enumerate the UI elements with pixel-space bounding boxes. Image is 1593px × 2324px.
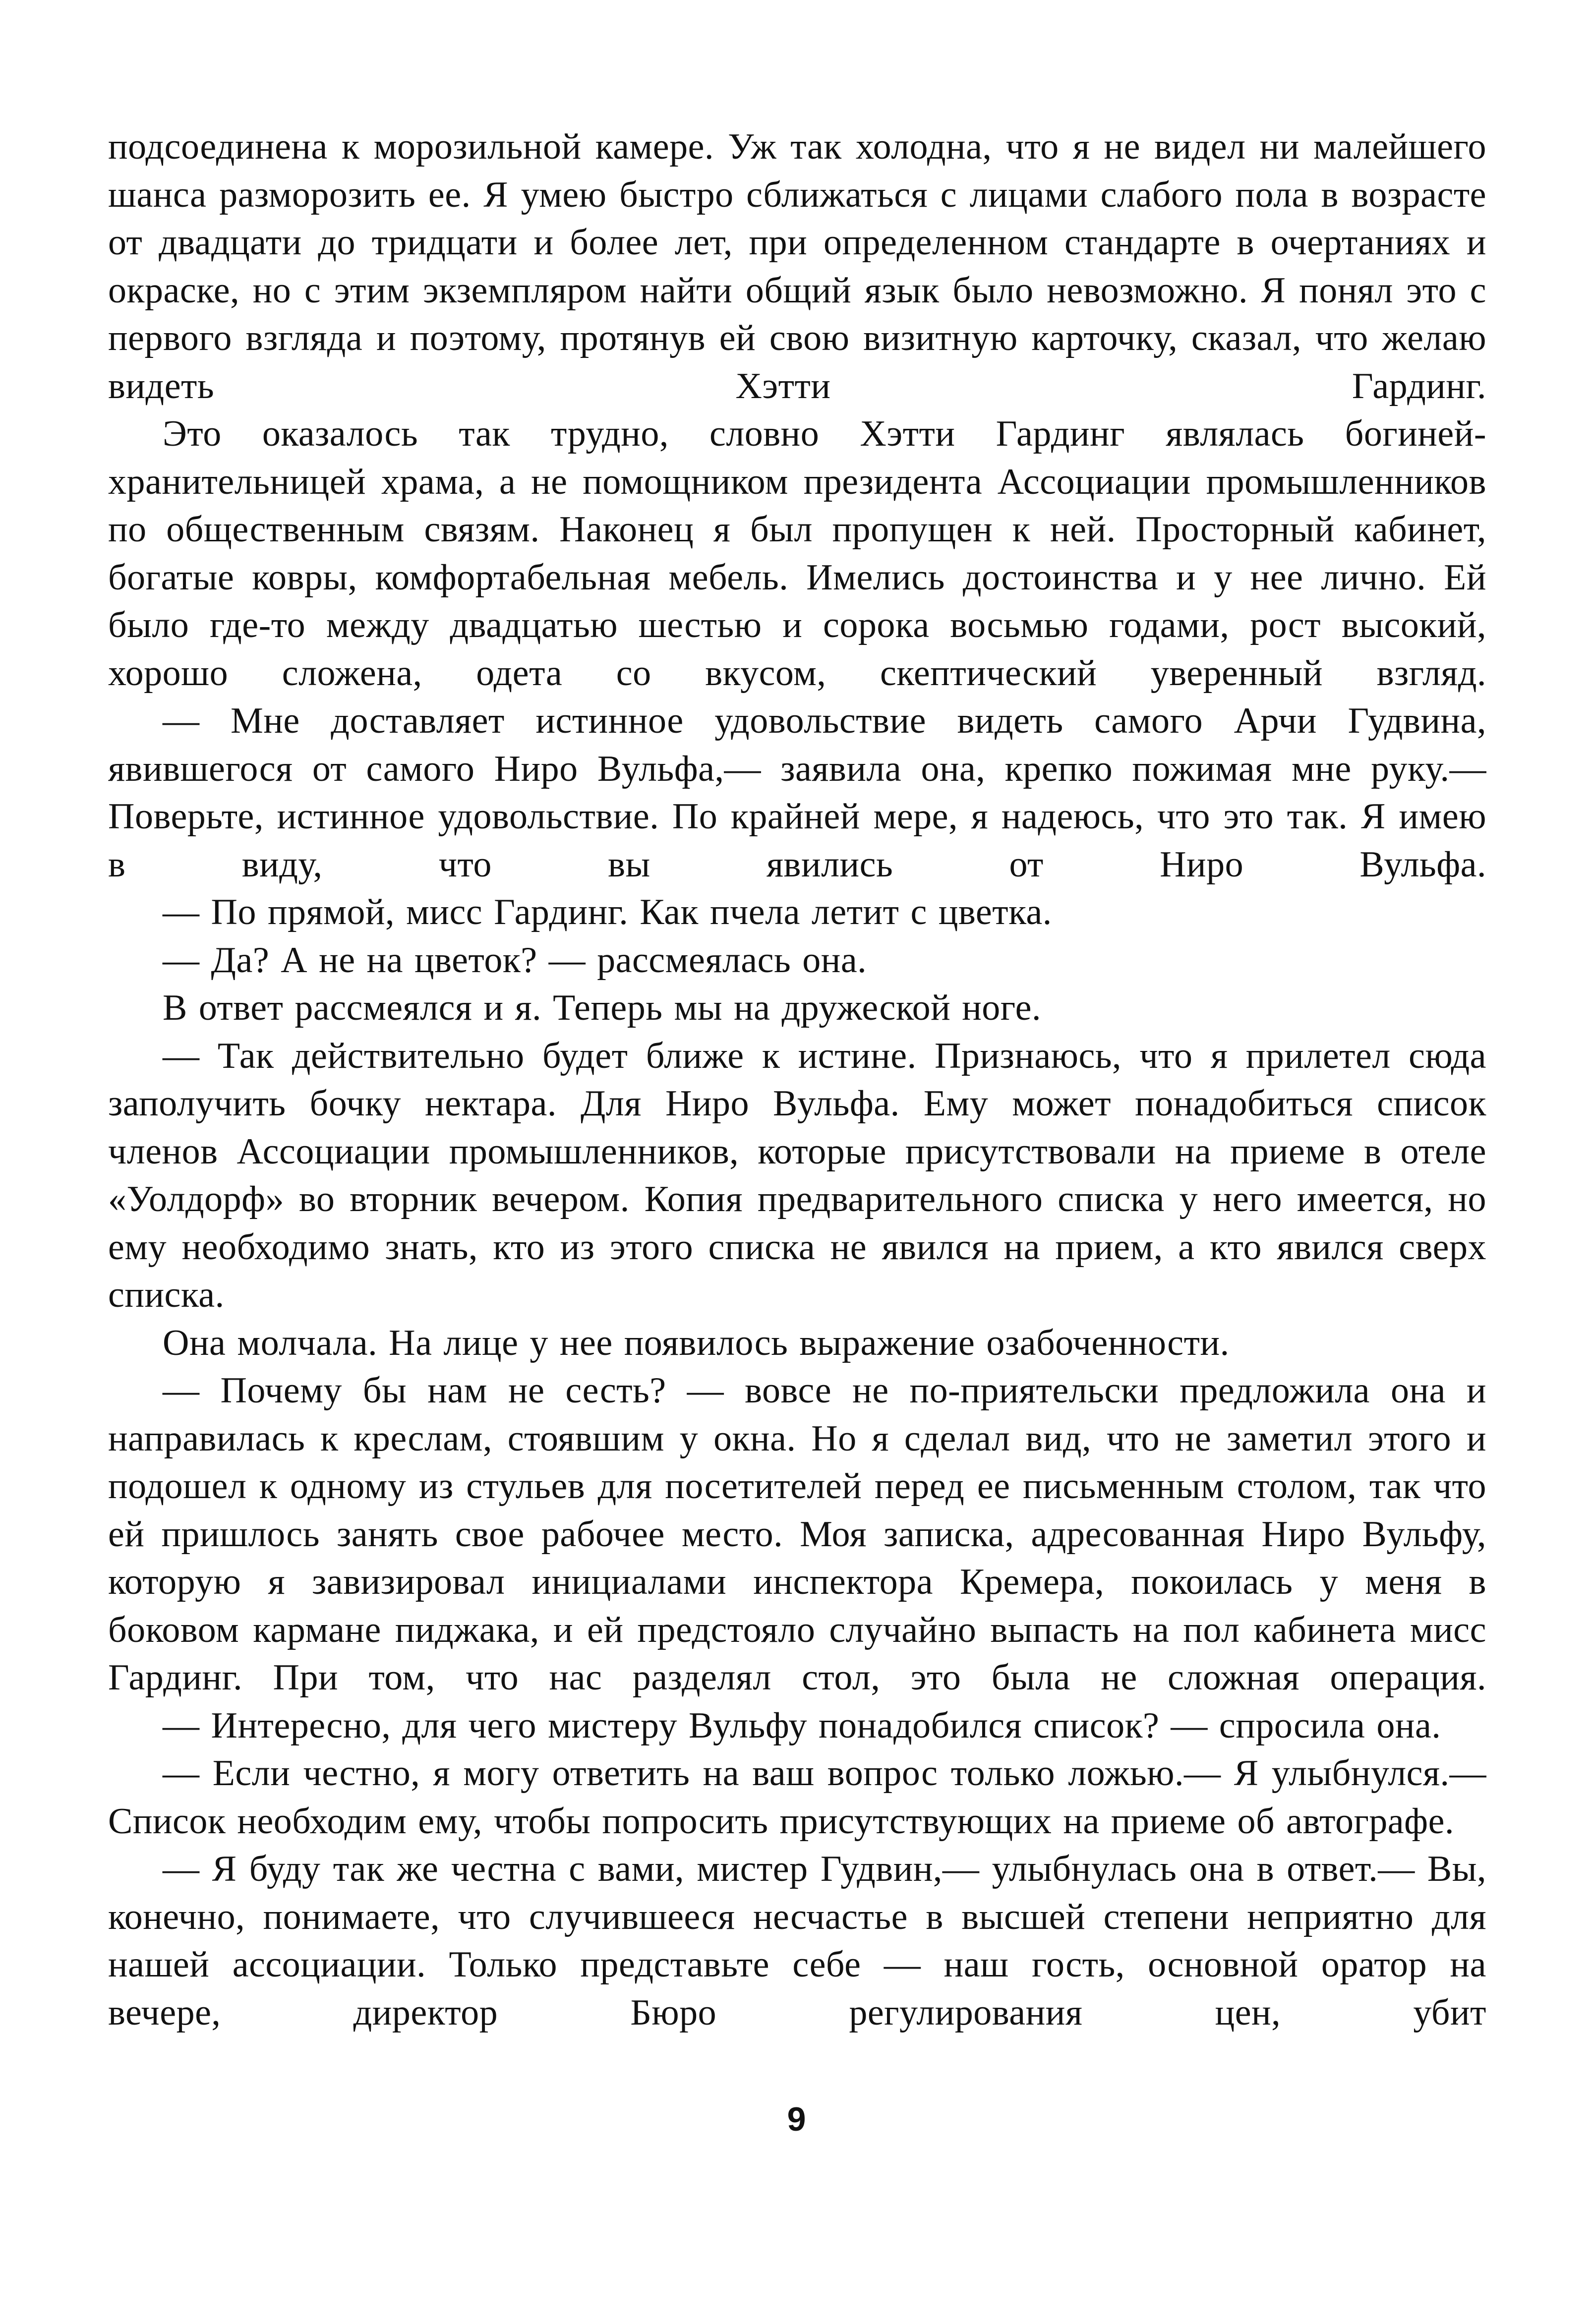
paragraph-7: — Так действительно будет ближе к истине. Признаюсь, что я прилетел сюда заполучить бочку нектара. Для Ниро Вульфа. Ему может понадобиться список членов Ассоциации промышленников, которые присутствовали на приеме в отеле «Уолдорф» во вторник вечером. Копия предварительного списка у него имеется, но ему необходимо знать, кто из этого списка не явился на прием, а кто явился сверх списка. — [108, 1035, 1486, 1315]
paragraph-1: подсоединена к морозильной камере. Уж так холодна, что я не видел ни малейшего шанса разморозить ее. Я умею быстро сближаться с лицами слабого пола в возрасте от двадцати до тридцати и более лет, при определенном стандарте в очертаниях и окраске, но с этим экземпляром найти общий язык было невозможно. Я понял это с первого взгляда и поэтому, протянув ей свою визитную карточку, сказал, что желаю видеть Хэтти Гардинг. — [108, 126, 1486, 407]
paragraph-10: — Интересно, для чего мистеру Вульфу понадобился список? — спросила она. — [163, 1705, 1441, 1746]
paragraph-4: — По прямой, мисс Гардинг. Как пчела летит с цветка. — [163, 892, 1052, 932]
paragraph-9: — Почему бы нам не сесть? — вовсе не по-приятельски предложила она и направилась к креслам, стоявшим у окна. Но я сделал вид, что не заметил этого и подошел к одному из стульев для посетителей перед ее письменным столом, так что ей пришлось занять свое рабочее место. Моя записка, адресованная Ниро Вульфу, которую я завизировал инициалами инспектора Кремера, покоилась у меня в боковом кармане пиджака, и ей предстояло случайно выпасть на пол кабинета мисс Гардинг. При том, что нас разделял стол, это была не сложная операция. — [108, 1370, 1486, 1698]
paragraph-5: — Да? А не на цветок? — рассмеялась она. — [163, 939, 867, 981]
paragraph-2: Это оказалось так трудно, словно Хэтти Гардинг являлась богиней-хранительницей храма, а не помощником президента Ассоциации промышленников по общественным связям. Наконец я был пропущен к ней. Просторный кабинет, богатые ковры, комфортабельная мебель. Имелись достоинства и у нее лично. Ей было где-то между двадцатью шестью и сорока восьмью годами, рост высокий, хорошо сложена, одета со вкусом, скептический уверенный взгляд. — [108, 413, 1486, 694]
text-column — [108, 123, 1486, 2036]
paragraph-11: — Если честно, я могу ответить на ваш вопрос только ложью.— Я улыбнулся.— Список необходим ему, чтобы попросить присутствующих на приеме об автографе. — [108, 1753, 1486, 1842]
paragraph-6: В ответ рассмеялся и я. Теперь мы на дружеской ноге. — [163, 988, 1042, 1028]
paragraph-8: Она молчала. На лице у нее появилось выражение озабоченности. — [163, 1322, 1230, 1363]
paragraph-12: — Я буду так же честна с вами, мистер Гудвин,— улыбнулась она в ответ.— Вы, конечно, понимаете, что случившееся несчастье в высшей степени неприятно для нашей ассоциации. Только представьте себе — наш гость, основной оратор на вечере, директор Бюро регулирования цен, убит — [108, 1849, 1486, 2033]
paragraph-3: — Мне доставляет истинное удовольствие видеть самого Арчи Гудвина, явившегося от самого Ниро Вульфа,— заявила она, крепко пожимая мне руку.— Поверьте, истинное удовольствие. По крайней мере, я надеюсь, что это так. Я имею в виду, что вы явились от Ниро Вульфа. — [108, 700, 1486, 885]
page-number: 9 — [787, 2100, 806, 2138]
